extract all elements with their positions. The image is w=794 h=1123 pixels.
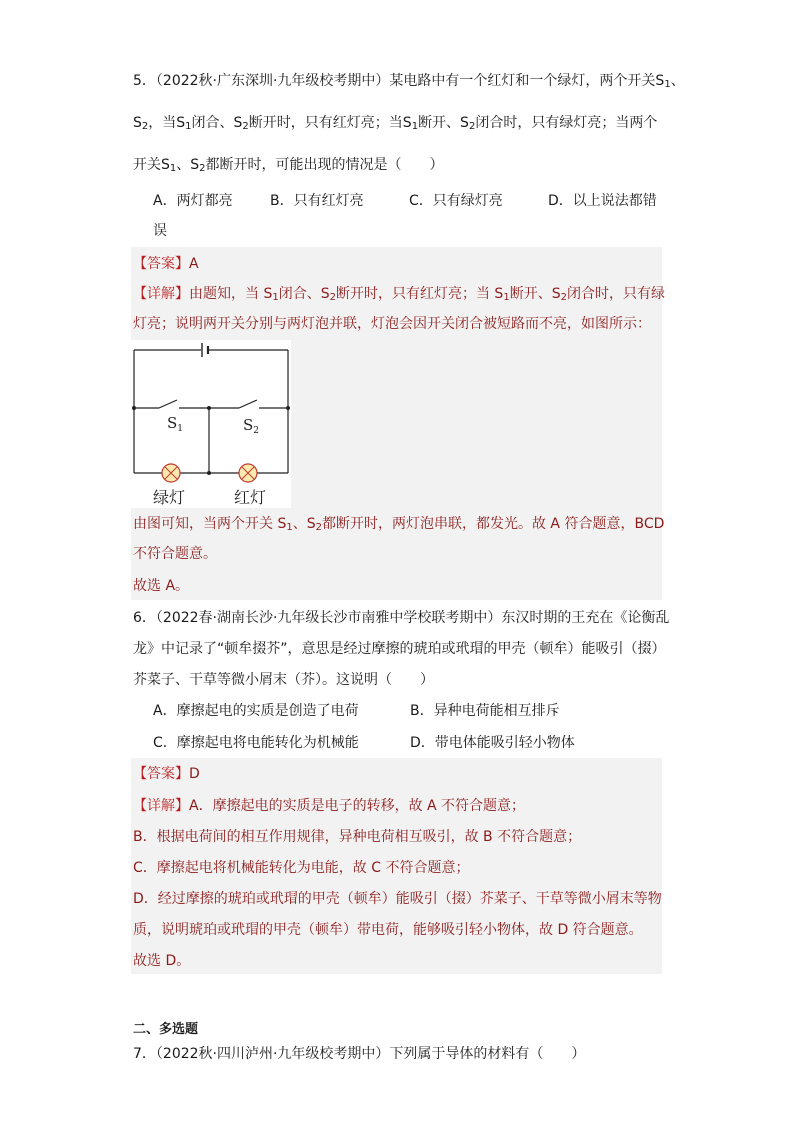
q5-option-b: B．只有红灯亮 bbox=[270, 193, 364, 209]
q7-stem-line1: 7．（2022秋·四川泸州·九年级校考期中）下列属于导体的材料有（ ） bbox=[133, 1046, 586, 1062]
q6-detail-d2: 质，说明琥珀或玳瑁的甲壳（顿牟）带电荷，能够吸引轻小物体，故 D 符合题意。 bbox=[133, 922, 643, 938]
q5-answer: 【答案】A bbox=[133, 256, 199, 272]
q5-detail-line1: 【详解】由题知，当 $S_1$闭合、$S_2$断开时，只有红灯亮；当 $S_1$断开、$S_2$闭合时，只有绿 bbox=[133, 286, 665, 303]
q5-stem-line2: $S_2$，当$S_1$闭合、$S_2$断开时，只有红灯亮；当$S_1$断开、$S_2$闭合时，只有绿灯亮；当两个 bbox=[133, 115, 658, 132]
q5-stem-line3: 开关$S_1$、$S_2$都断开时，可能出现的情况是（ ） bbox=[133, 157, 444, 174]
q5-stem-line1: 5．（2022秋·广东深圳·九年级校考期中）某电路中有一个红灯和一个绿灯，两个开关$S_1$、 bbox=[133, 73, 685, 90]
q6-detail-d1: D．经过摩擦的琥珀或玳瑁的甲壳（顿牟）能吸引（掇）芥菜子、干草等微小屑末等物 bbox=[133, 891, 662, 907]
circuit-background bbox=[131, 340, 291, 508]
q6-stem-line2: 龙》中记录了“顿牟掇芥”，意思是经过摩擦的琥珀或玳瑁的甲壳（顿牟）能吸引（掇） bbox=[133, 641, 666, 657]
red-lamp-label: 红灯 bbox=[234, 488, 267, 507]
q6-detail-b: B．根据电荷间的相互作用规律，异种电荷相互吸引，故 B 不符合题意； bbox=[133, 829, 582, 845]
q6-answer: 【答案】D bbox=[133, 766, 200, 782]
q5-option-c: C．只有绿灯亮 bbox=[409, 193, 503, 209]
q6-option-c: C．摩擦起电将电能转化为机械能 bbox=[153, 735, 359, 751]
junction-bottom bbox=[207, 471, 211, 475]
switch2-label: $S_2$ bbox=[243, 416, 260, 436]
section-title-multiple-choice: 二、多选题 bbox=[133, 1022, 199, 1037]
q5-option-d-wrap: 误 bbox=[153, 223, 167, 239]
q5-after-line2: 不符合题意。 bbox=[133, 546, 217, 562]
q6-choose: 故选 D。 bbox=[133, 953, 191, 969]
junction-middle bbox=[207, 406, 211, 410]
circuit-diagram bbox=[131, 340, 291, 508]
q6-detail-a: 【详解】A．摩擦起电的实质是电子的转移，故 A 不符合题意； bbox=[133, 798, 526, 814]
q5-after-line1: 由图可知，当两个开关 $S_1$、$S_2$都断开时，两灯泡串联，都发光。故 A 符合题意，BCD bbox=[133, 516, 665, 533]
q6-option-b: B．异种电荷能相互排斥 bbox=[410, 703, 560, 719]
q6-stem-line1: 6．（2022春·湖南长沙·九年级长沙市南雅中学校联考期中）东汉时期的王充在《论衡乱 bbox=[133, 610, 670, 626]
switch1-label: $S_1$ bbox=[167, 414, 184, 434]
junction-right bbox=[286, 406, 290, 410]
green-lamp-label: 绿灯 bbox=[153, 488, 186, 507]
q6-detail-c: C．摩擦起电将机械能转化为电能，故 C 不符合题意； bbox=[133, 860, 470, 876]
junction-left bbox=[132, 406, 136, 410]
q5-option-d: D．以上说法都错 bbox=[548, 193, 657, 209]
q6-option-a: A．摩擦起电的实质是创造了电荷 bbox=[153, 703, 359, 719]
q5-option-a: A．两灯都亮 bbox=[153, 193, 233, 209]
q6-option-d: D．带电体能吸引轻小物体 bbox=[410, 735, 575, 751]
q5-detail-line2: 灯亮；说明两开关分别与两灯泡并联，灯泡会因开关闭合被短路而不亮，如图所示： bbox=[133, 316, 651, 332]
green-lamp-icon bbox=[162, 464, 180, 482]
q6-stem-line3: 芥菜子、干草等微小屑末（芥）。这说明（ ） bbox=[133, 672, 434, 688]
red-lamp-icon bbox=[239, 464, 257, 482]
q5-choose: 故选 A。 bbox=[133, 578, 190, 594]
